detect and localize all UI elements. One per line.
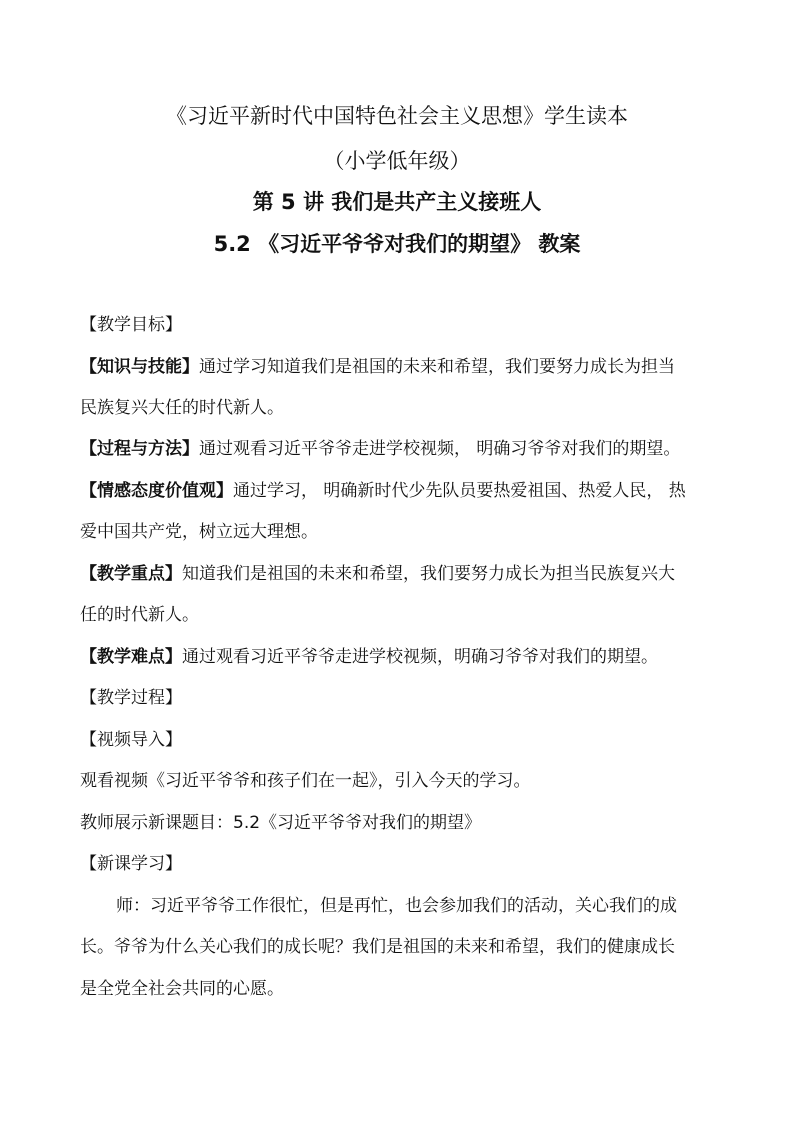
knowledge-skills-text-1: 通过学习知道我们是祖国的未来和希望，我们要努力成长为担当 (199, 357, 675, 377)
video-intro-line-1: 观看视频《习近平爷爷和孩子们在一起》，引入今天的学习。 (80, 771, 531, 791)
new-lesson-para-line-3: 是全党全社会共同的心愿。 (80, 979, 284, 999)
key-point-text-1: 知道我们是祖国的未来和希望，我们要努力成长为担当民族复兴大 (182, 564, 675, 584)
key-point-line-1 (80, 562, 675, 586)
emotion-values-text-1: 通过学习， 明确新时代少先队员要热爱祖国、热爱人民， 热 (233, 481, 686, 501)
knowledge-skills-label: 【知识与技能】 (80, 357, 199, 377)
new-lesson-heading: 【新课学习】 (80, 854, 182, 874)
difficult-point-label: 【教学难点】 (80, 647, 182, 667)
key-point-label: 【教学重点】 (80, 564, 182, 584)
new-lesson-para-line-2: 长。爷爷为什么关心我们的成长呢？我们是祖国的未来和希望，我们的健康成长 (80, 937, 675, 957)
lesson-title: 5.2 《习近平爷爷对我们的期望》 教案 (213, 232, 581, 256)
video-intro-line-2: 教师展示新课题目：5.2《习近平爷爷对我们的期望》 (80, 813, 482, 833)
teaching-process-heading: 【教学过程】 (80, 688, 182, 708)
difficult-point-line (80, 645, 658, 669)
knowledge-skills-text-2: 民族复兴大任的时代新人。 (80, 398, 284, 418)
grade-subtitle: （小学低年级） (323, 149, 471, 173)
key-point-text-2: 任的时代新人。 (80, 605, 199, 625)
process-methods-line (80, 437, 680, 461)
emotion-values-label: 【情感态度价值观】 (80, 481, 233, 501)
process-methods-text: 通过观看习近平爷爷走进学校视频， 明确习爷爷对我们的期望。 (199, 439, 681, 459)
lecture-title: 第 5 讲 我们是共产主义接班人 (252, 190, 542, 214)
emotion-values-line-1 (80, 479, 686, 503)
document-title: 《习近平新时代中国特色社会主义思想》学生读本 (166, 104, 628, 128)
process-methods-label: 【过程与方法】 (80, 439, 199, 459)
objectives-heading: 【教学目标】 (80, 315, 182, 335)
difficult-point-text: 通过观看习近平爷爷走进学校视频，明确习爷爷对我们的期望。 (182, 647, 658, 667)
knowledge-skills-line-1 (80, 355, 675, 379)
emotion-values-text-2: 爱中国共产党，树立远大理想。 (80, 522, 318, 542)
new-lesson-para-line-1: 师：习近平爷爷工作很忙，但是再忙，也会参加我们的活动，关心我们的成 (116, 896, 677, 916)
video-intro-heading: 【视频导入】 (80, 730, 182, 750)
